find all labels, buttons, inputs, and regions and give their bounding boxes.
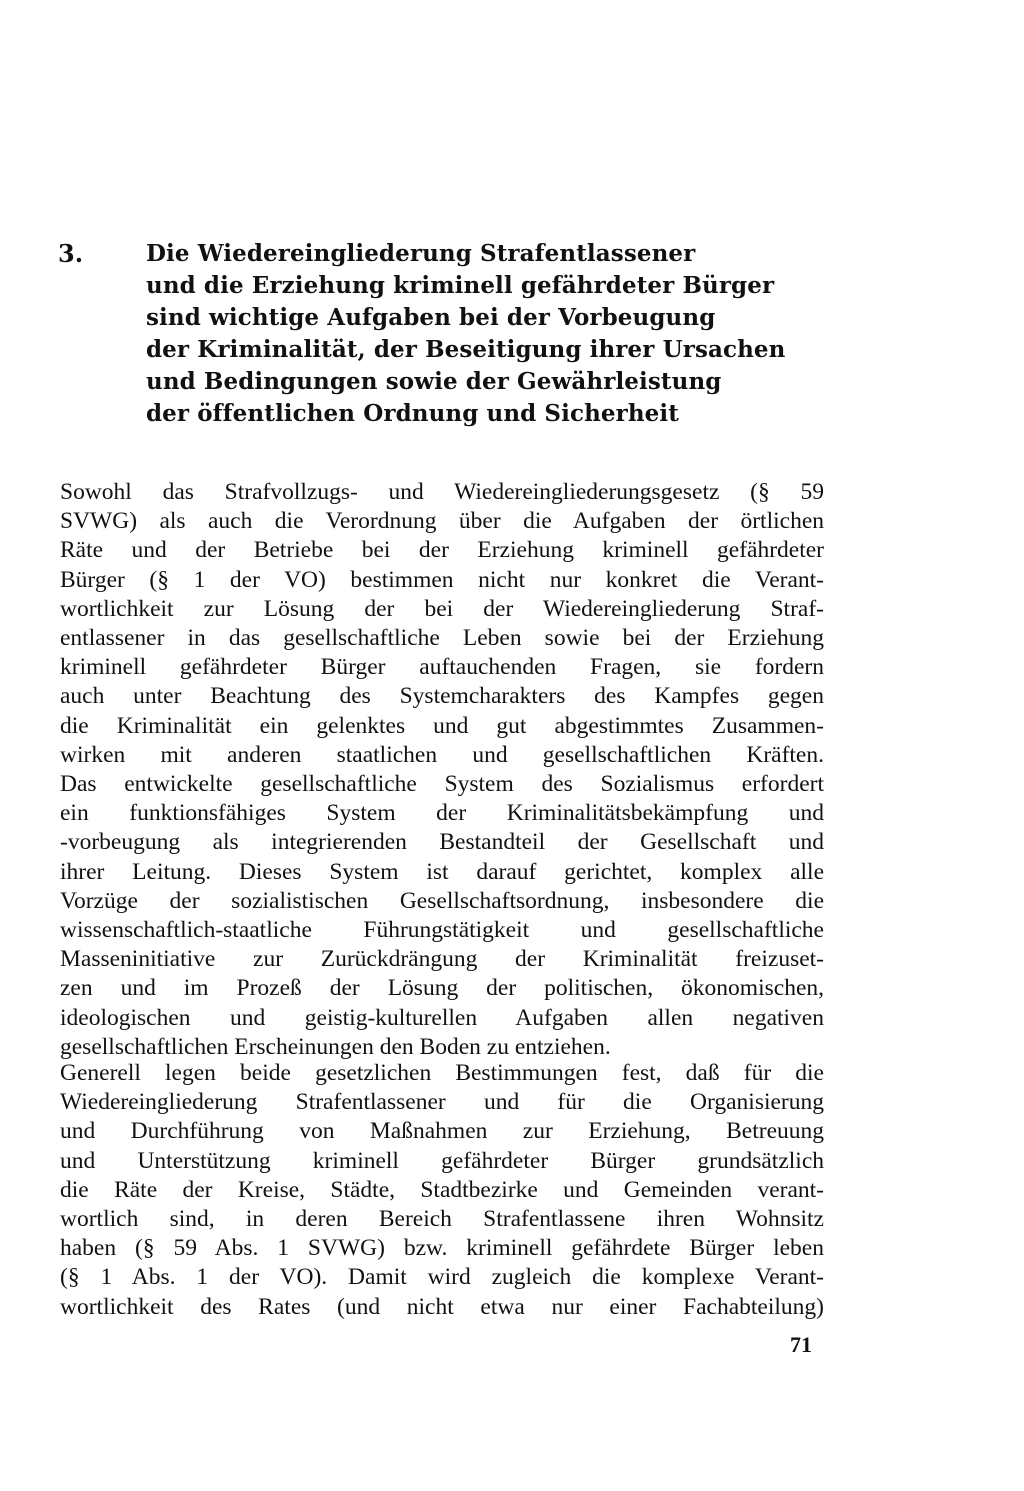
text-line: auch unter Beachtung des Systemcharakters des Kampfes gegen: [60, 683, 824, 710]
section-title-line: Die Wiedereingliederung Strafentlassener: [146, 240, 696, 267]
text-line: -vorbeugung als integrierenden Bestandteil der Gesellschaft und: [60, 829, 824, 856]
section-number: 3.: [58, 239, 84, 268]
text-line: SVWG) als auch die Verordnung über die Aufgaben der örtlichen: [60, 508, 824, 535]
text-line: haben (§ 59 Abs. 1 SVWG) bzw. kriminell gefährdete Bürger leben: [60, 1235, 824, 1262]
section-title-line: der Kriminalität, der Beseitigung ihrer Ursachen: [146, 336, 786, 363]
text-line: wissenschaftlich-staatliche Führungstätigkeit und gesellschaftliche: [60, 917, 824, 944]
text-line: Generell legen beide gesetzlichen Bestimmungen fest, daß für die: [60, 1060, 824, 1086]
page-number: 71: [790, 1332, 812, 1357]
text-line: wortlichkeit des Rates (und nicht etwa nur einer Fachabteilung): [60, 1293, 824, 1320]
text-line: ihrer Leitung. Dieses System ist darauf gerichtet, komplex alle: [60, 858, 824, 885]
paragraph-1: [60, 478, 824, 1062]
text-line: Bürger (§ 1 der VO) bestimmen nicht nur konkret die Verant-: [60, 566, 824, 593]
text-line: Vorzüge der sozialistischen Gesellschaftsordnung, insbesondere die: [60, 887, 824, 914]
text-line: und Durchführung von Maßnahmen zur Erziehung, Betreuung: [60, 1118, 824, 1145]
text-line: und Unterstützung kriminell gefährdeter Bürger grundsätzlich: [60, 1147, 824, 1174]
section-title-line: der öffentlichen Ordnung und Sicherheit: [146, 400, 679, 427]
text-line: entlassener in das gesellschaftliche Leben sowie bei der Erziehung: [60, 625, 824, 652]
text-line: (§ 1 Abs. 1 der VO). Damit wird zugleich die komplexe Verant-: [60, 1264, 824, 1291]
text-line: wirken mit anderen staatlichen und gesellschaftlichen Kräften.: [60, 741, 824, 768]
text-line: kriminell gefährdeter Bürger auftauchenden Fragen, sie fordern: [60, 654, 824, 681]
text-line: gesellschaftlichen Erscheinungen den Boden zu entziehen.: [60, 1033, 611, 1060]
text-line: ideologischen und geistig-kulturellen Aufgaben allen negativen: [60, 1004, 824, 1031]
section-title-line: sind wichtige Aufgaben bei der Vorbeugung: [146, 304, 716, 331]
text-line: Wiedereingliederung Strafentlassener und für die Organisierung: [60, 1089, 824, 1116]
text-line: wortlich sind, in deren Bereich Strafentlassene ihren Wohnsitz: [60, 1206, 824, 1233]
text-line: zen und im Prozeß der Lösung der politischen, ökonomischen,: [60, 975, 824, 1002]
text-line: Das entwickelte gesellschaftliche System des Sozialismus erfordert: [60, 771, 824, 798]
text-line: wortlichkeit zur Lösung der bei der Wiedereingliederung Straf-: [60, 595, 824, 622]
text-line: die Räte der Kreise, Städte, Stadtbezirke und Gemeinden verant-: [60, 1176, 824, 1203]
section-title: [146, 238, 786, 430]
text-line: Räte und der Betriebe bei der Erziehung kriminell gefährdeter: [60, 537, 824, 564]
section-title-line: und die Erziehung kriminell gefährdeter Bürger: [146, 272, 775, 299]
text-line: Sowohl das Strafvollzugs- und Wiedereingliederungsgesetz (§ 59: [60, 479, 824, 505]
paragraph-2: [60, 1059, 824, 1322]
text-line: die Kriminalität ein gelenktes und gut abgestimmtes Zusammen-: [60, 712, 824, 739]
text-line: ein funktionsfähiges System der Kriminalitätsbekämpfung und: [60, 800, 824, 827]
text-line: Masseninitiative zur Zurückdrängung der Kriminalität freizuset-: [60, 946, 824, 973]
section-title-line: und Bedingungen sowie der Gewährleistung: [146, 368, 722, 395]
